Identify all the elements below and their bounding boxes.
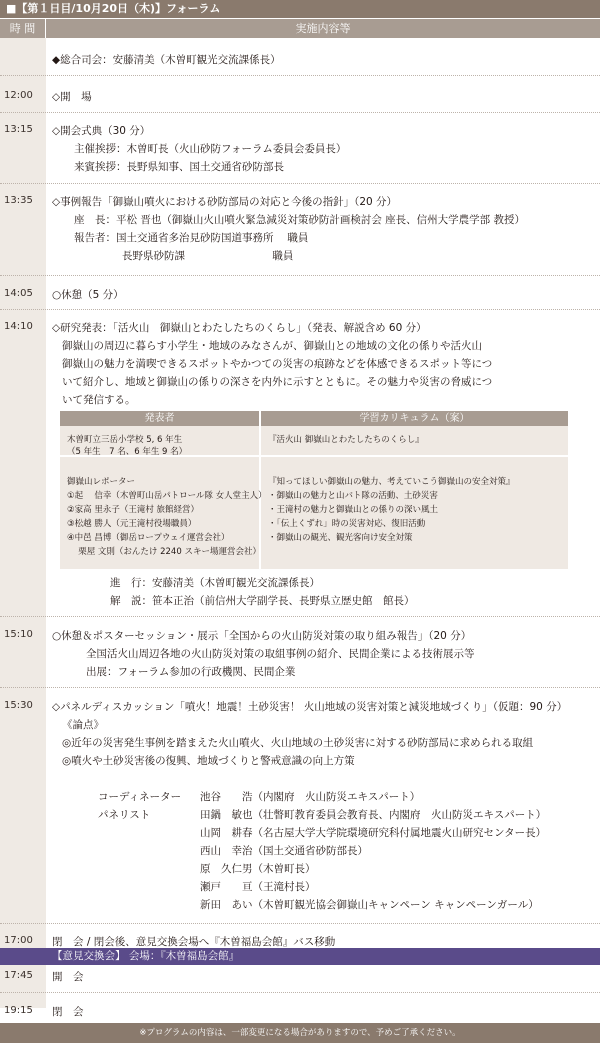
open-line: ◇開 場 <box>52 91 92 103</box>
report-reporter-line: 報告者：国土交通省多治見砂防国道事務所 職員 <box>74 232 309 244</box>
time-label: 17:00 <box>4 935 33 946</box>
panel-person: 原 久仁男（木曽町長） <box>200 863 316 875</box>
mc-line: ◆総合司会：安藤清美（木曽町観光交流課係長） <box>52 54 281 66</box>
time-label: 15:10 <box>4 629 33 640</box>
table-cell: ③松越 勝人（元王滝村役場職員） <box>67 519 197 529</box>
panel-person: 池谷 浩（内閣府 火山防災エキスパート） <box>200 791 421 803</box>
time-label: 19:15 <box>4 1005 33 1016</box>
footer-note: ※プログラムの内容は、一部変更になる場合がありますので、予めご了承ください。 <box>0 1023 600 1043</box>
row-divider <box>0 112 600 113</box>
time-label: 13:15 <box>4 124 33 135</box>
reception-label: 【意見交換会】 会場：『木曽福島会館』 <box>52 950 240 962</box>
table-cell: ・御嶽山の観光、観光客向け安全対策 <box>268 533 413 543</box>
ceremony-guest-line: 来賓挨拶：長野県知事、国土交通省砂防部長 <box>74 161 284 173</box>
study-desc-line: いて紹介し、地域と御嶽山の係りの深さを内外に示すとともに。その魅力や災害の脅威につ <box>62 376 493 388</box>
curriculum-header: 学習カリキュラム（案） <box>261 411 568 426</box>
coordinator-role: コーディネーター <box>98 791 182 803</box>
row-divider <box>0 616 600 617</box>
table-cell: ②家高 里永子（王滝村 旅館経営） <box>67 505 200 515</box>
panel-person: 西山 幸治（国土交通省砂防部長） <box>200 845 368 857</box>
panel-points-label: 《論点》 <box>62 719 104 731</box>
panel-person: 瀬戸 亘（王滝村長） <box>200 881 316 893</box>
reception-band <box>0 948 600 965</box>
presenter-header: 発表者 <box>60 411 259 426</box>
study-desc-line: いて発信する。 <box>62 394 136 406</box>
report-line: ◇事例報告「御嶽山噴火における砂防部局の対応と今後の指針」（20 分） <box>52 196 398 208</box>
table-cell: ・「伝上くずれ」時の災害対応、復旧活動 <box>268 519 426 529</box>
reception-close-line: 閉 会 <box>52 1006 84 1018</box>
row-divider <box>0 75 600 76</box>
table-cell: ①起 信幸（木曽町山岳パトロール隊 女人堂主人） <box>67 491 267 501</box>
poster-session-exhibitors: 出展：フォーラム参加の行政機関、民間企業 <box>86 666 296 678</box>
row-divider <box>0 687 600 688</box>
study-line: ◇研究発表：「活火山 御嶽山とわたしたちのくらし」（発表、解説含め 60 分） <box>52 322 427 334</box>
panel-person: 山岡 耕春（名古屋大学大学院環境研究科付属地震火山研究センター長） <box>200 827 547 839</box>
time-label: 15:30 <box>4 700 33 711</box>
ceremony-host-line: 主催挨拶：木曽町長（火山砂防フォーラム委員会委員長） <box>74 143 347 155</box>
row-divider <box>0 923 600 924</box>
row-divider <box>0 309 600 310</box>
table-cell: 『知ってほしい御嶽山の魅力、考えていこう御嶽山の安全対策』 <box>268 477 515 487</box>
panel-person: 田鍋 敏也（壮瞥町教育委員会教育長、内閣府 火山防災エキスパート） <box>200 809 547 821</box>
time-label: 17:45 <box>4 970 33 981</box>
poster-session-desc: 全国活火山周辺各地の火山防災対策の取組事例の紹介、民間企業による技術展示等 <box>86 648 475 660</box>
report-chair-line: 座 長：平松 晋也（御嶽山火山噴火緊急減災対策砂防計画検討会 座長、信州大学農学部 教授） <box>74 214 526 226</box>
time-column-header: 時 間 <box>0 19 46 38</box>
panel-point: ◎近年の災害発生事例を踏まえた火山噴火、火山地域の土砂災害に対する砂防部局に求められる取組 <box>62 737 534 749</box>
panel-line: ◇パネルディスカッション「噴火！地震！土砂災害！ 火山地域の災害対策と減災地域づくり」（仮題：90 分） <box>52 701 568 713</box>
reception-open-line: 開 会 <box>52 971 84 983</box>
table-cell: 御嶽山レポーター <box>67 477 136 487</box>
row-divider <box>0 183 600 184</box>
poster-session-line: ○休憩＆ポスターセッション・展示「全国からの火山防災対策の取り組み報告」（20 分） <box>52 630 472 642</box>
table-cell: 『活火山 御嶽山とわたしたちのくらし』 <box>268 435 424 445</box>
time-label: 14:10 <box>4 321 33 332</box>
table-cell: （5 年生 7 名、6 年生 9 名） <box>67 447 188 457</box>
time-label: 12:00 <box>4 90 33 101</box>
study-moderator-line: 進 行：安藤清美（木曽町観光交流課係長） <box>110 577 320 589</box>
table-cell: 木曽町立三岳小学校 5, 6 年生 <box>67 435 183 445</box>
time-label: 14:05 <box>4 288 33 299</box>
presenter-table <box>60 411 568 569</box>
table-cell: 栗屋 文則（おんたけ 2240 スキー場運営会社） <box>67 547 261 557</box>
panel-person: 新田 あい（木曽町観光協会御嶽山キャンペーン キャンペーンガール） <box>200 899 539 911</box>
study-desc-line: 御嶽山の周辺に暮らす小学生・地域のみなさんが、御嶽山との地域の文化の係りや活火山 <box>62 340 482 352</box>
break-line: ○休憩（5 分） <box>52 289 124 301</box>
study-desc-line: 御嶽山の魅力を満喫できるスポットやかつての災害の痕跡などを体感できるスポット等につ <box>62 358 493 370</box>
panel-point: ◎噴火や土砂災害後の復興、地域づくりと警戒意識の向上方策 <box>62 755 355 767</box>
panelist-role: パネリスト <box>98 809 151 821</box>
ceremony-line: ◇開会式典（30 分） <box>52 125 151 137</box>
study-commentator-line: 解 説：笹本正治（前信州大学副学長、長野県立歴史館 館長） <box>110 595 415 607</box>
page-title: ■【第１日目/10月20日（木)】フォーラム <box>0 0 600 18</box>
row-divider <box>0 275 600 276</box>
report-reporter-line: 長野県砂防課 職員 <box>122 250 294 262</box>
content-column-header: 実施内容等 <box>295 22 351 35</box>
table-cell: ④中邑 昌博（御岳ロープウェイ運営会社） <box>67 533 230 543</box>
table-cell: ・御嶽山の魅力と山バト隊の活動、土砂災害 <box>268 491 438 501</box>
table-cell: ・王滝村の魅力と御嶽山との係りの深い風土 <box>268 505 439 515</box>
row-divider <box>0 992 600 993</box>
table-header <box>0 19 600 38</box>
close-line: 閉 会 / 閉会後、意見交換会場へ『木曽福島会館』バス移動 <box>52 936 336 948</box>
time-label: 13:35 <box>4 195 33 206</box>
